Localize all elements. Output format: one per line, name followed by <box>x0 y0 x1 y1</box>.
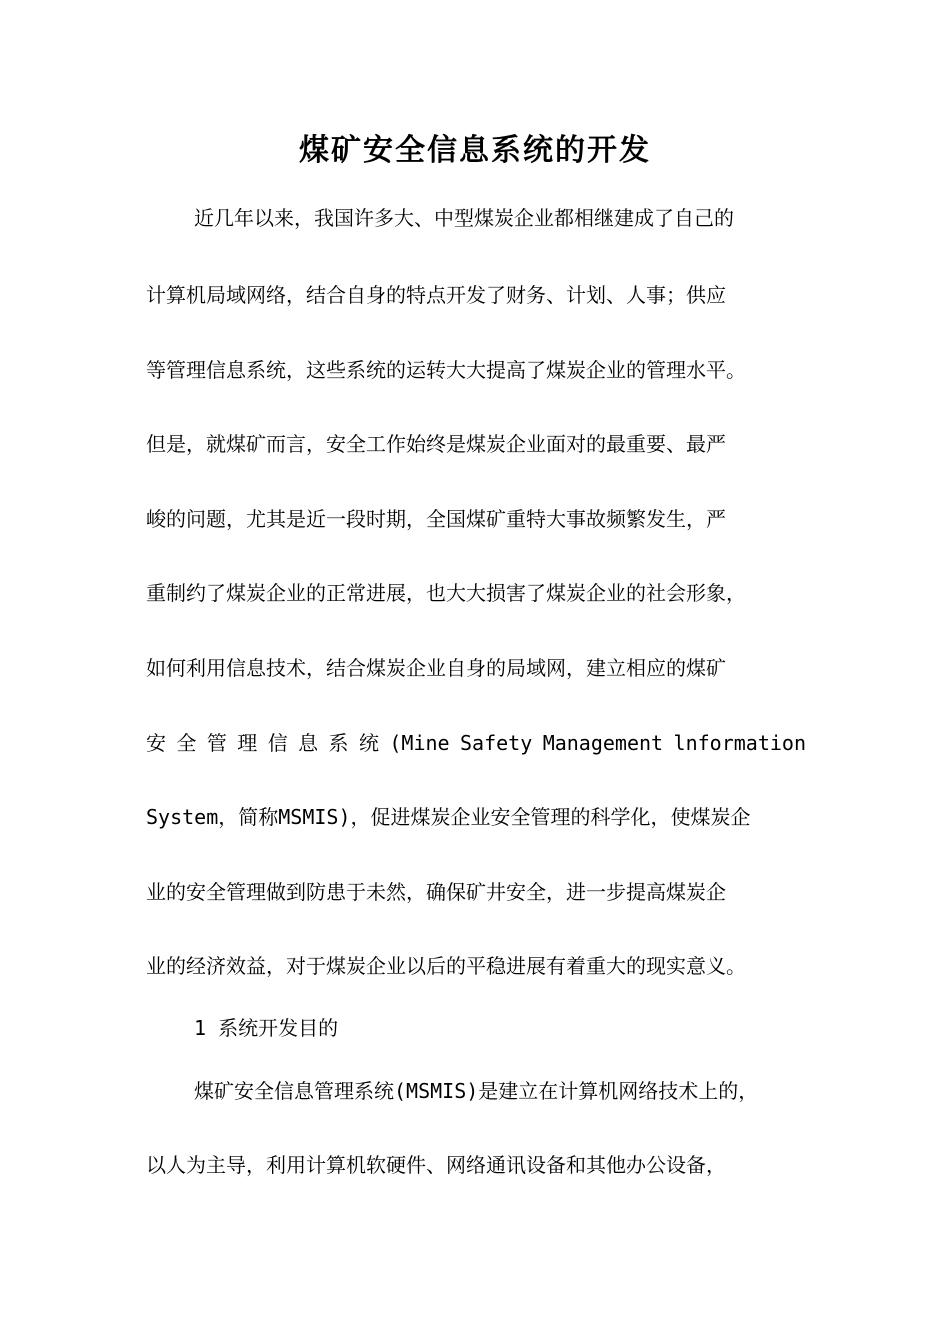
word: 信 <box>267 731 288 755</box>
word: 理 <box>237 731 258 755</box>
paragraph-line: 煤矿安全信息管理系统(MSMIS)是建立在计算机网络技术上的， <box>194 1079 759 1103</box>
word: 息 <box>298 731 319 755</box>
word: (Mine <box>389 731 450 755</box>
paragraph-line: 计算机局域网络，结合自身的特点开发了财务、计划、人事；供应 <box>146 283 726 307</box>
paragraph-line: 峻的问题，尤其是近一段时期，全国煤矿重特大事故频繁发生，严 <box>146 507 726 531</box>
word: 系 <box>328 731 349 755</box>
word: Safety <box>460 731 533 755</box>
word: 管 <box>206 731 227 755</box>
word: 统 <box>358 731 379 755</box>
word: lnformation <box>673 731 806 755</box>
paragraph-line: 近几年以来，我国许多大、中型煤炭企业都相继建成了自己的 <box>194 206 734 230</box>
paragraph-line: 但是，就煤矿而言，安全工作始终是煤炭企业面对的最重要、最严 <box>146 432 726 456</box>
paragraph-line: 业的经济效益，对于煤炭企业以后的平稳进展有着重大的现实意义。 <box>146 954 746 978</box>
paragraph-line: 如何利用信息技术，结合煤炭企业自身的局域网，建立相应的煤矿 <box>146 656 726 680</box>
paragraph-line: 业的安全管理做到防患于未然，确保矿井安全，进一步提高煤炭企 <box>146 880 726 904</box>
paragraph-line: 重制约了煤炭企业的正常进展，也大大损害了煤炭企业的社会形象， <box>146 581 746 605</box>
paragraph-line: System，简称MSMIS)，促进煤炭企业安全管理的科学化，使煤炭企 <box>146 805 751 829</box>
word: 安 <box>146 731 166 755</box>
paragraph-line: 等管理信息系统，这些系统的运转大大提高了煤炭企业的管理水平。 <box>146 358 746 382</box>
word: 全 <box>176 731 197 755</box>
section-heading: 1 系统开发目的 <box>194 1016 339 1040</box>
page-title: 煤矿安全信息系统的开发 <box>299 133 651 168</box>
word: Management <box>542 731 664 755</box>
paragraph-line: 以人为主导，利用计算机软硬件、网络通讯设备和其他办公设备， <box>146 1153 726 1177</box>
paragraph-line-justified <box>146 728 806 758</box>
